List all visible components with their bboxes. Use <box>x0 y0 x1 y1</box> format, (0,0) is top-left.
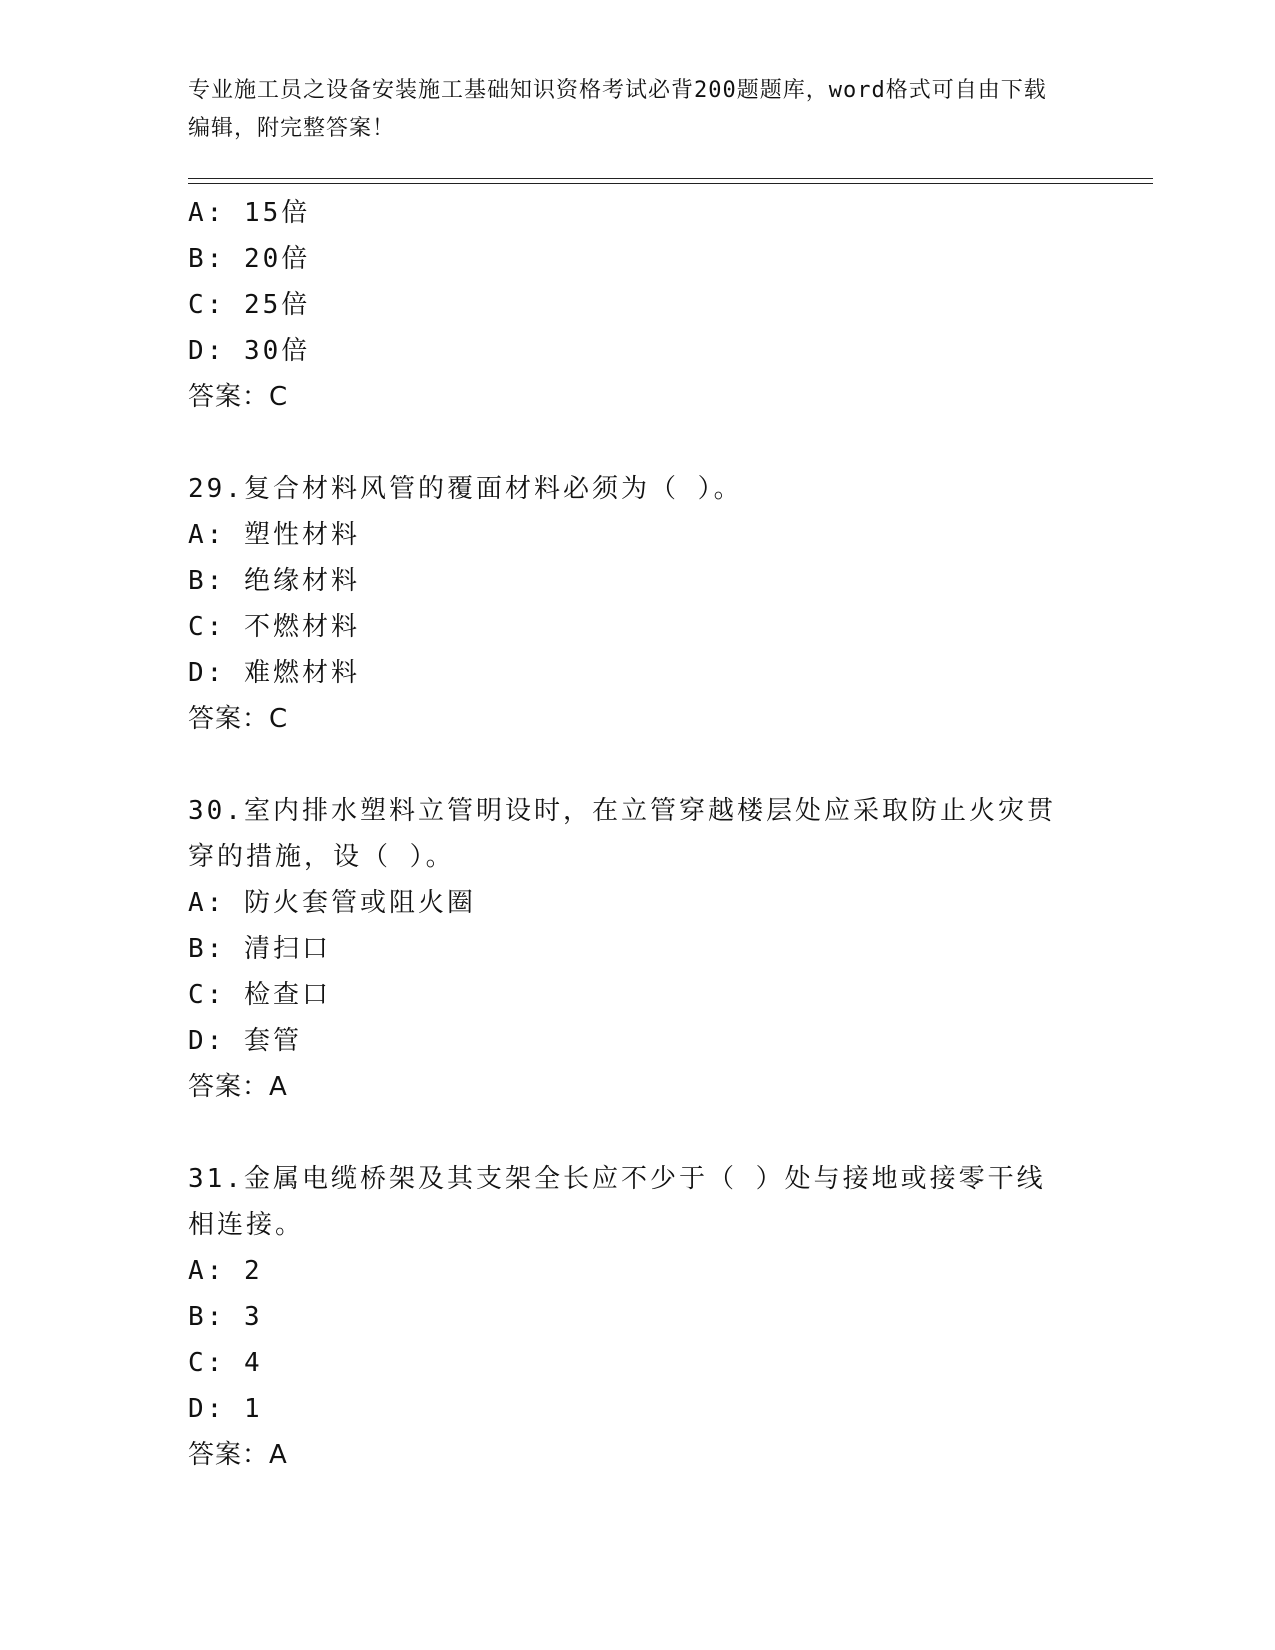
answer-line: 答案：C <box>188 704 289 734</box>
option-b: B: 绝缘材料 <box>188 566 360 596</box>
document-header <box>188 72 1068 148</box>
option-c: C: 4 <box>188 1348 263 1378</box>
option-b: B: 20倍 <box>188 244 311 274</box>
question-29 <box>188 466 1068 742</box>
answer-line: 答案：C <box>188 382 289 412</box>
option-b: B: 3 <box>188 1302 263 1332</box>
document-title: 专业施工员之设备安装施工基础知识资格考试必背200题题库，word格式可自由下载编辑，附完整答案！ <box>188 78 1047 141</box>
question-text: 30.室内排水塑料立管明设时，在立管穿越楼层处应采取防止火灾贯穿的措施，设（ ）。 <box>188 796 1056 872</box>
option-a: A: 2 <box>188 1256 263 1286</box>
question-text: 29.复合材料风管的覆面材料必须为（ ）。 <box>188 474 743 504</box>
option-a: A: 15倍 <box>188 198 311 228</box>
question-30 <box>188 788 1068 1110</box>
document-content <box>188 190 1068 1478</box>
answer-line: 答案：A <box>188 1440 288 1470</box>
option-a: A: 塑性材料 <box>188 520 360 550</box>
question-31 <box>188 1156 1068 1478</box>
option-b: B: 清扫口 <box>188 934 331 964</box>
option-a: A: 防火套管或阻火圈 <box>188 888 476 918</box>
option-c: C: 检查口 <box>188 980 331 1010</box>
header-divider-bottom <box>188 183 1153 184</box>
option-d: D: 难燃材料 <box>188 658 360 688</box>
question-text: 31.金属电缆桥架及其支架全长应不少于（ ）处与接地或接零干线相连接。 <box>188 1164 1046 1240</box>
header-divider-top <box>188 178 1153 179</box>
option-c: C: 25倍 <box>188 290 311 320</box>
question-28-continued <box>188 190 1068 420</box>
option-d: D: 套管 <box>188 1026 302 1056</box>
answer-line: 答案：A <box>188 1072 288 1102</box>
option-d: D: 30倍 <box>188 336 311 366</box>
option-d: D: 1 <box>188 1394 263 1424</box>
option-c: C: 不燃材料 <box>188 612 360 642</box>
